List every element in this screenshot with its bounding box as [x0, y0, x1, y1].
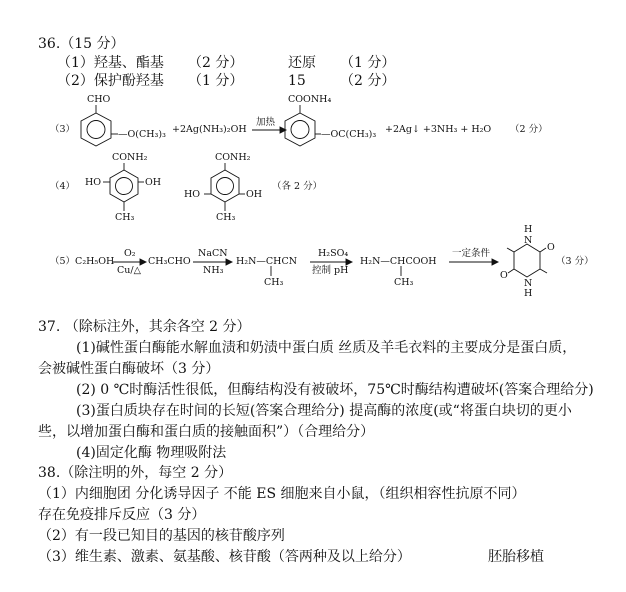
byproducts: +2Ag↓ +3NH₃ + H₂O: [385, 124, 492, 135]
condition-heat: 加热: [256, 117, 276, 128]
struct-a-conh2: CONH₂: [112, 152, 148, 163]
q36-p3-label: （3）: [50, 124, 76, 135]
struct-b-conh2: CONH₂: [215, 152, 251, 163]
mid3-ch3: CH₃: [394, 277, 414, 288]
product-coonh4: COONH₄: [288, 94, 332, 105]
reactant-cho: CHO: [87, 94, 111, 105]
ring-o-right: O: [547, 242, 555, 253]
mid2-ch3: CH₃: [264, 277, 284, 288]
q36-p4-score: （各 2 分）: [272, 181, 323, 192]
cond3-top: H₂SO₄: [318, 248, 349, 259]
ring-o-left: O: [500, 270, 508, 281]
benzene-ring-4a: [110, 170, 138, 202]
q37-line-2: 会被碱性蛋白酶破坏（3 分）: [38, 361, 220, 377]
q36-p1-score: （2 分）: [188, 55, 244, 71]
cond2-bottom: NH₃: [203, 265, 224, 276]
cond3-bottom: 控制 pH: [312, 265, 349, 276]
benzene-ring-reactant: [81, 113, 111, 146]
mid3-alanine: H₂N—CHCOOH: [360, 256, 437, 267]
ring-h-bottom: H: [524, 288, 533, 299]
benzene-ring-product: [285, 113, 315, 146]
product-otbu: —OC(CH₃)₃: [321, 129, 377, 140]
cond1-top: O₂: [124, 248, 136, 259]
q36-p1-label: （1）羟基、酯基: [57, 55, 164, 71]
struct-b-oh: OH: [246, 189, 263, 200]
q37-line-4: (3)蛋白质块存在时间的长短(答案合理给分) 提高酶的浓度(或“将蛋白块切的更小: [76, 403, 572, 419]
diketopiperazine-ring: [514, 244, 540, 277]
q36-p3-score: （2 分）: [510, 124, 548, 135]
struct-b-ch3: CH₃: [216, 212, 236, 223]
struct-a-ch3: CH₃: [115, 212, 135, 223]
q38-line-2: 存在免疫排斥反应（3 分）: [38, 507, 206, 523]
q38-line-4-answer: 胚胎移植: [488, 549, 544, 565]
q36-p2-answer: 15: [288, 73, 306, 89]
q38-line-1: （1）内细胞团 分化诱导因子 不能 ES 细胞来自小鼠，（组织相容性抗原不同）: [38, 486, 526, 502]
q36-p4-label: （4）: [50, 181, 76, 192]
q37-line-1: (1)碱性蛋白酶能水解血渍和奶渍中蛋白质 丝质及羊毛衣料的主要成分是蛋白质，: [76, 340, 577, 356]
struct-a-oh: OH: [145, 177, 162, 188]
q37-line-5: 些，以增加蛋白酶和蛋白质的接触面积”）（合理给分）: [38, 424, 375, 440]
q38-line-4: （3）维生素、激素、氨基酸、核苷酸（答两种及以上给分）: [38, 549, 411, 565]
cond2-top: NaCN: [198, 248, 228, 259]
q38-line-3: （2）有一段已知目的基因的核苷酸序列: [38, 528, 285, 544]
struct-a-ho: HO: [85, 177, 102, 188]
q38-header: 38.（除注明的外，每空 2 分）: [38, 465, 233, 481]
q36-p5-start: （5）C₂H₅OH: [50, 256, 115, 267]
q36-p5-score: （3 分）: [556, 256, 594, 267]
cond4-top: 一定条件: [452, 248, 491, 259]
q37-line-3: (2) 0 ℃时酶活性很低，但酶结构没有被破坏，75℃时酶结构遭破坏(答案合理给分): [76, 382, 594, 398]
benzene-ring-4b: [211, 170, 239, 202]
ring-n-bottom: N: [524, 278, 533, 289]
mid2-aminonitrile: H₂N—CHCN: [236, 256, 298, 267]
q36-p2-label: （2）保护酚羟基: [57, 73, 164, 89]
q36-header: 36.（15 分）: [38, 36, 125, 52]
q36-p2-score: （1 分）: [188, 73, 244, 89]
struct-b-ho: HO: [184, 189, 201, 200]
mid1-acetaldehyde: CH₃CHO: [148, 256, 191, 267]
q37-line-6: (4)固定化酶 物理吸附法: [76, 445, 227, 461]
cond1-bottom: Cu/△: [117, 265, 141, 276]
ring-h-top: H: [524, 224, 533, 235]
q36-p2-score2: （2 分）: [340, 73, 396, 89]
q36-p1-score2: （1 分）: [340, 55, 396, 71]
reagent-tollens: +2Ag(NH₃)₂OH: [172, 124, 247, 135]
reactant-tbuo: —O(CH₃)₃: [118, 129, 166, 140]
q36-p1-answer: 还原: [288, 55, 316, 71]
ring-n-top: N: [524, 235, 533, 246]
q37-header: 37. （除标注外，其余各空 2 分）: [38, 319, 251, 335]
